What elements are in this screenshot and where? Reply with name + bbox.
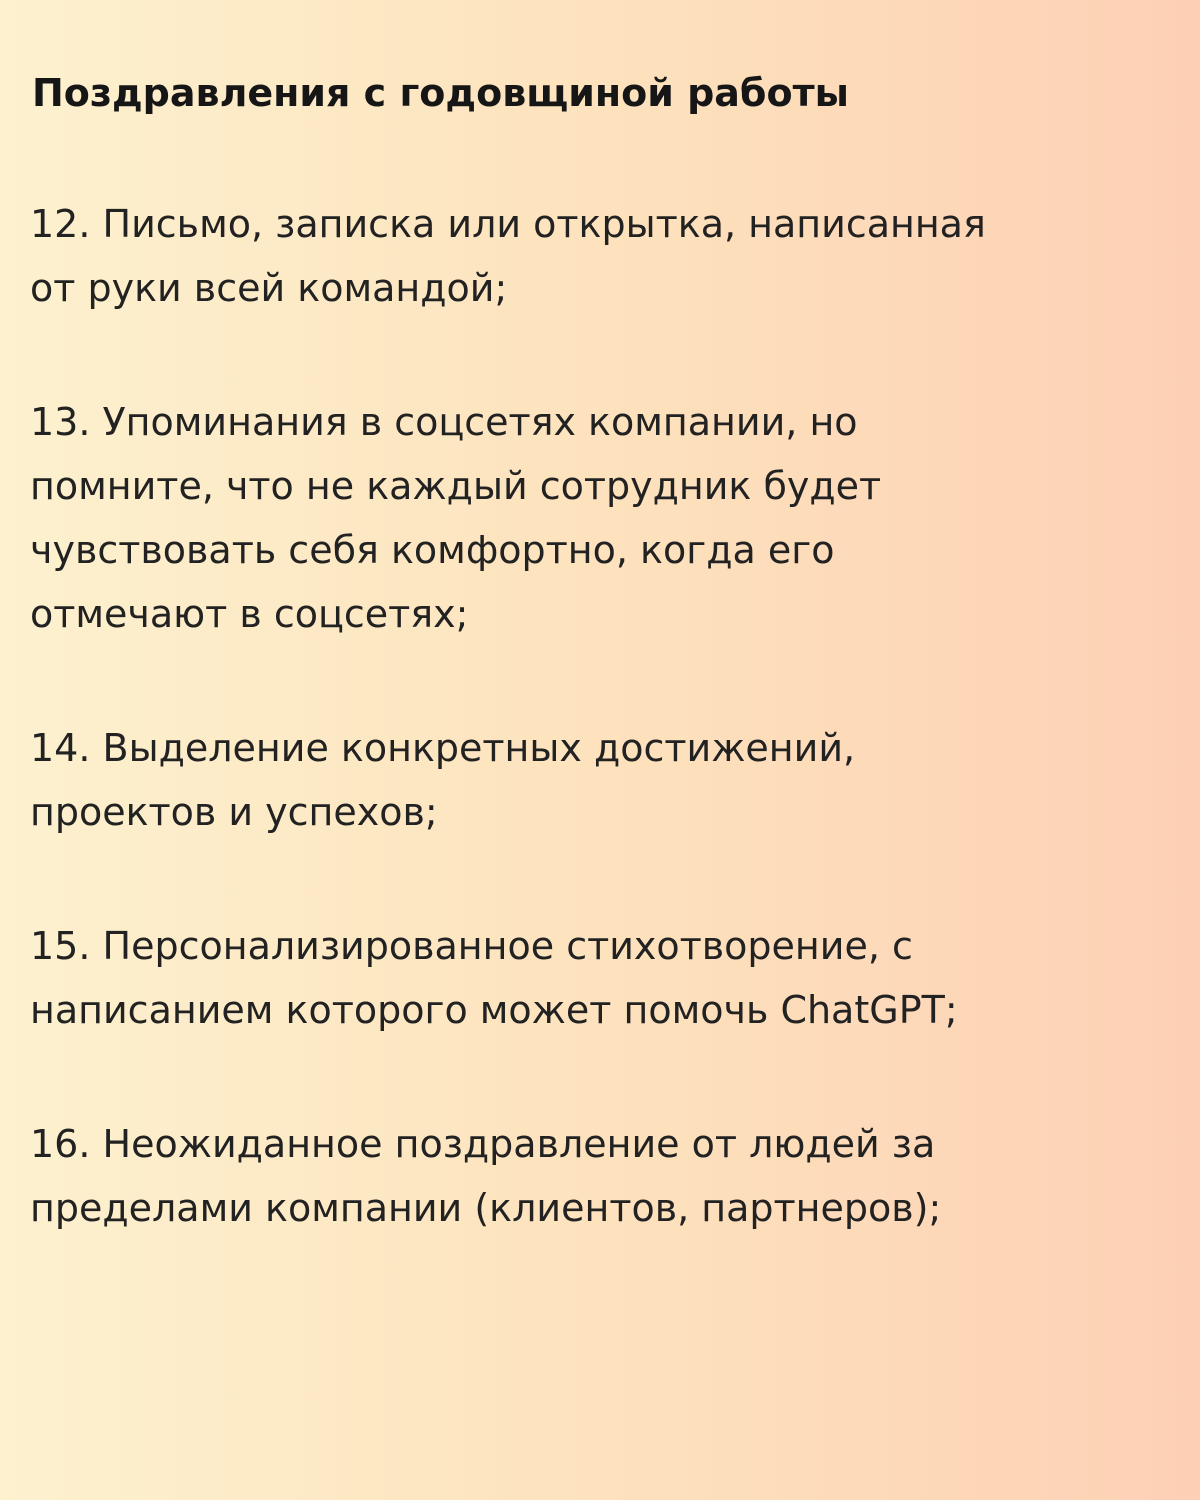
list-item-line: пределами компании (клиентов, партнеров); [30, 1186, 942, 1230]
list-item-16 [30, 1112, 1170, 1240]
list-item-line: 14. Выделение конкретных достижений, [30, 726, 856, 770]
list-item-14 [30, 716, 1170, 844]
list-item-line: 15. Персонализированное стихотворение, с [30, 924, 913, 968]
list-item-line: чувствовать себя комфортно, когда его [30, 528, 835, 572]
list-item-13 [30, 390, 1170, 646]
list-item-line: от руки всей командой; [30, 266, 508, 310]
list-item-line: 16. Неожиданное поздравление от людей за [30, 1122, 936, 1166]
ideas-list [30, 192, 1170, 1310]
list-item-line: 13. Упоминания в соцсетях компании, но [30, 400, 858, 444]
list-item-12 [30, 192, 1170, 320]
list-item-line: написанием которого может помочь ChatGPT; [30, 988, 958, 1032]
list-item-line: отмечают в соцсетях; [30, 592, 469, 636]
list-item-line: 12. Письмо, записка или открытка, написанная [30, 202, 986, 246]
page-title: Поздравления с годовщиной работы [32, 71, 849, 115]
list-item-line: помните, что не каждый сотрудник будет [30, 464, 882, 508]
list-item-line: проектов и успехов; [30, 790, 438, 834]
list-item-15 [30, 914, 1170, 1042]
